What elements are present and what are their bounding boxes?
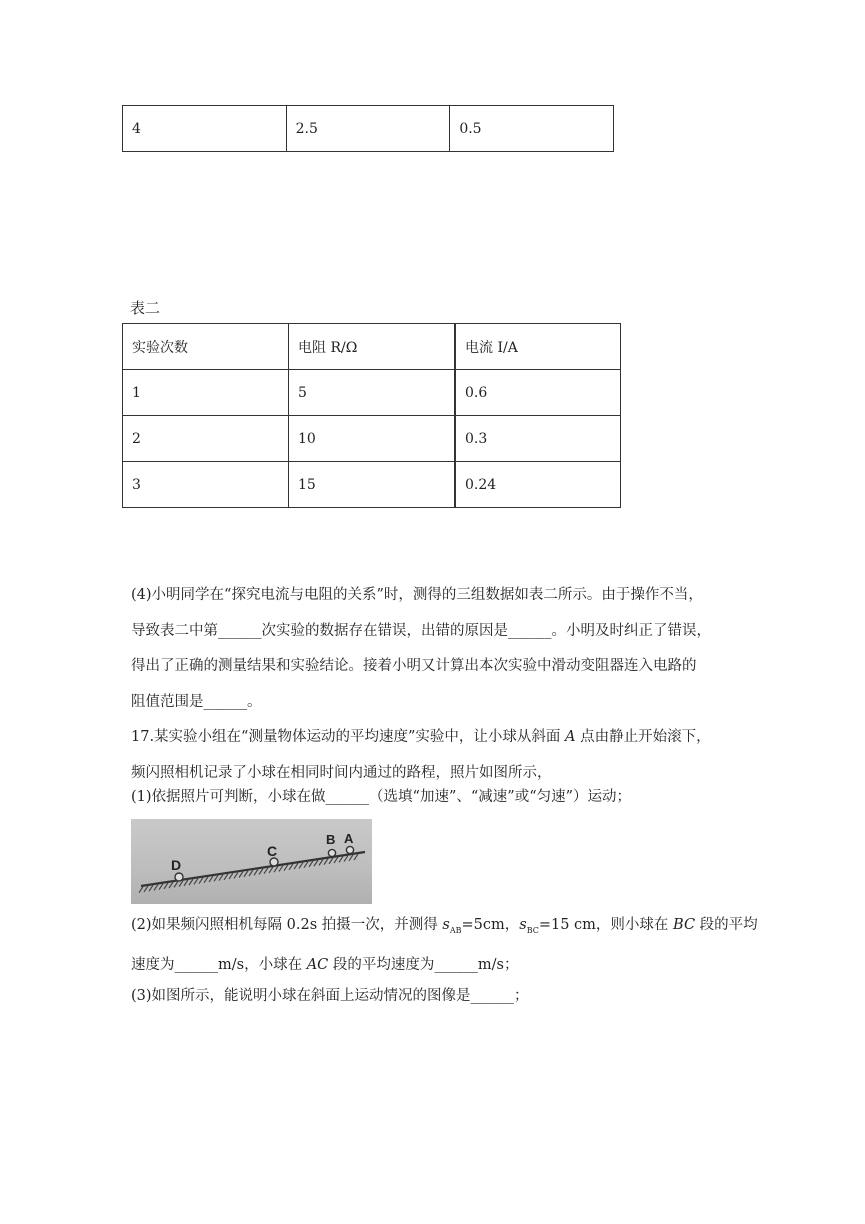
segment-variable: AC <box>306 957 329 974</box>
variable-s: s <box>519 917 527 933</box>
point-variable: A <box>565 729 576 745</box>
table-row <box>123 106 614 152</box>
question-17-part-1 <box>131 780 736 816</box>
segment-variable: BC <box>673 917 696 933</box>
question-text: (2)如果频闪照相机每隔 0.2s 拍摄一次，并测得 <box>131 917 443 933</box>
variable-s: s <box>442 917 450 933</box>
question-line: 导致表二中第______次实验的数据存在错误，出错的原因是______。小明及时纠正了错误， <box>131 622 711 639</box>
table-header-cell: 电阻 R/Ω <box>289 324 456 370</box>
table-header-cell: 电流 I/A <box>455 324 621 370</box>
table-row <box>123 416 621 462</box>
data-table-2 <box>122 323 621 508</box>
question-text: =15 cm，则小球在 <box>538 917 674 933</box>
table-cell: 0.24 <box>455 462 621 508</box>
table-caption: 表二 <box>130 299 161 317</box>
question-text: 段的平均 <box>695 917 758 933</box>
question-line <box>131 908 758 948</box>
label-d: D <box>171 857 182 873</box>
table-row <box>123 370 621 416</box>
question-text: 点由静止开始滚下， <box>575 729 711 745</box>
ball-position-d <box>175 873 183 881</box>
table-cell: 10 <box>289 416 456 462</box>
question-4 <box>131 578 736 720</box>
ball-position-a <box>346 846 353 853</box>
ball-position-c <box>270 858 278 866</box>
table-cell: 0.3 <box>455 416 621 462</box>
subscript-bc: BC <box>526 925 539 935</box>
question-line: (1)依据照片可判断，小球在做______（选填“加速”、“减速”或“匀速”）运动； <box>131 789 632 805</box>
table-cell: 15 <box>289 462 456 508</box>
incline-photo <box>131 819 372 904</box>
label-c: C <box>267 843 278 859</box>
table-header-row <box>123 324 621 370</box>
table-row <box>123 462 621 508</box>
table-cell: 4 <box>123 106 287 152</box>
table-header-cell: 实验次数 <box>123 324 289 370</box>
ball-position-b <box>328 849 335 856</box>
table-cell: 1 <box>123 370 289 416</box>
table-cell: 2.5 <box>286 106 450 152</box>
question-text: 段的平均速度为______m/s； <box>328 957 519 974</box>
label-a: A <box>344 831 354 846</box>
table-cell: 5 <box>289 370 456 416</box>
question-text: 17.某实验小组在“测量物体运动的平均速度”实验中，让小球从斜面 <box>131 729 565 745</box>
table-cell: 0.5 <box>450 106 614 152</box>
question-line: 得出了正确的测量结果和实验结论。接着小明又计算出本次实验中滑动变阻器连入电路的 <box>131 658 697 674</box>
question-17-part-3 <box>131 979 736 1015</box>
data-table-continuation <box>122 105 614 152</box>
question-text: 速度为______m/s，小球在 <box>131 957 307 974</box>
incline-diagram <box>131 819 372 904</box>
question-line: 阻值范围是______。 <box>131 693 262 710</box>
label-b: B <box>326 832 336 847</box>
question-line: (4)小明同学在“探究电流与电阻的关系”时，测得的三组数据如表二所示。由于操作不当， <box>131 587 703 603</box>
subscript-ab: AB <box>449 925 462 935</box>
question-line <box>131 720 736 756</box>
table-cell: 2 <box>123 416 289 462</box>
table-cell: 0.6 <box>455 370 621 416</box>
question-line: 频闪照相机记录了小球在相同时间内通过的路程，照片如图所示， <box>131 764 552 781</box>
table-cell: 3 <box>123 462 289 508</box>
question-17-part-2 <box>131 908 758 984</box>
question-text: =5cm， <box>461 917 520 933</box>
question-line: (3)如图所示，能说明小球在斜面上运动情况的图像是______； <box>131 988 529 1004</box>
